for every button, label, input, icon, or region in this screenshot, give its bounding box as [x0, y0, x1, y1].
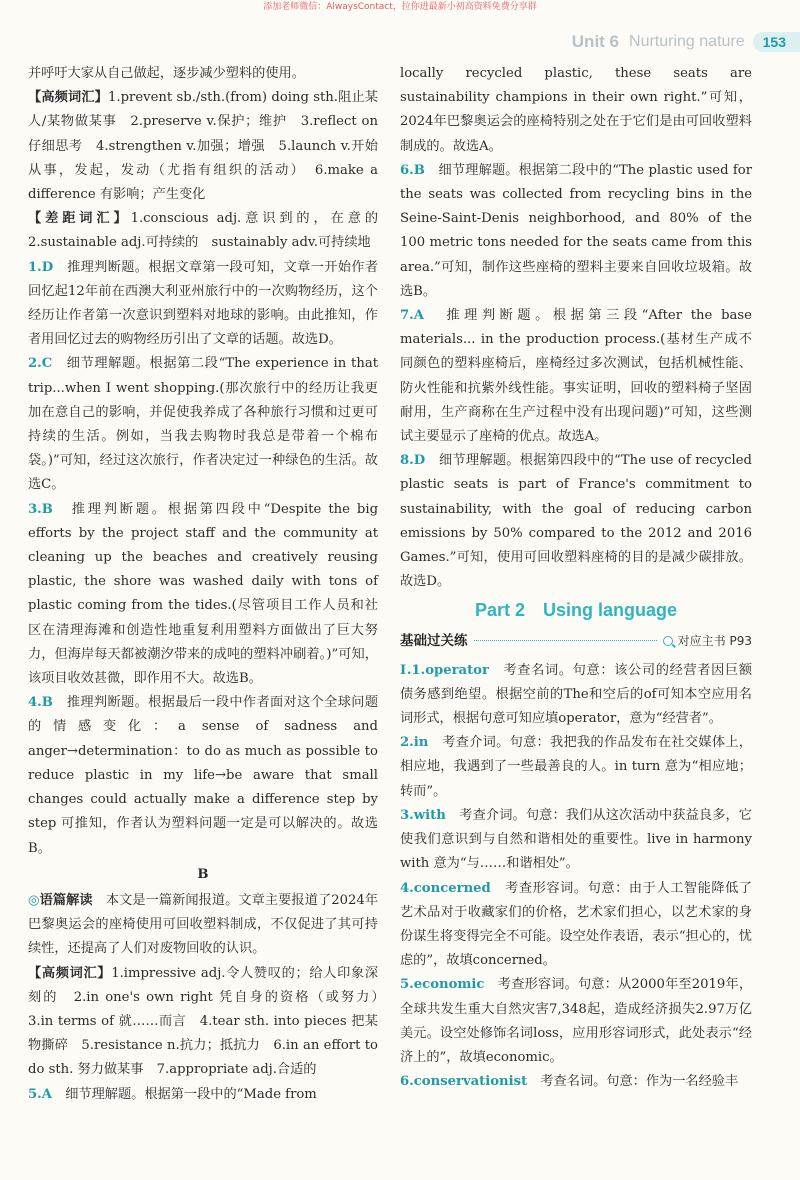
exercise-number: 5.: [400, 977, 414, 993]
search-icon: [663, 636, 673, 646]
section-icon: ◎: [28, 892, 40, 908]
explanation: 细节理解题。根据第二段“The experience in that trip...when I went shopping.(那次旅行中的经历让我更加在意自己的影响，并促使我养成了各种旅行习惯和过更可持续的生活。例如，当我去购物时我总是带着一个棉布袋。)”可知，经过这次旅行，作者决定过一种绿色的生活。故选C。: [28, 356, 379, 493]
exercise-answer: in: [413, 735, 429, 751]
answer-choice: A: [413, 308, 425, 324]
vocab-high-frequency-b: [28, 962, 392, 1083]
exercise-explanation: 考查名词。句意：作为一名经验丰: [540, 1074, 739, 1090]
vocab-text: 1.prevent sb./sth.(from) doing sth.阻止某人/某物做某事 2.preserve v.保护；维护 3.reflect on 仔细思考 4.strengthen v.加强；增强 5.launch v.开始从事，发起，发动（尤指有组织的活动） 6.make a difference 有影响；产生变化: [28, 90, 378, 203]
question-number: 1.: [28, 259, 42, 275]
answer-choice: C: [41, 356, 53, 372]
question-number: 6.: [400, 162, 414, 178]
answer-item: [28, 1083, 378, 1107]
right-column: [400, 62, 752, 1094]
exercise-number: 2.: [400, 735, 414, 751]
question-number: 2.: [28, 356, 42, 372]
explanation: 推理判断题。根据第四段中“Despite the big efforts by the project staff and the community at cleaning up the beaches and creatively reusing plastic, the shore was washed daily with tons of plastic coming from the tides.(尽管项目工作人员和社区在清理海滩和创造性地重复利用塑料方面做出了巨大努力，但海岸每天都被潮汐带来的成吨的塑料冲刷着。)”可知，该项目收效甚微，即作用不大。故选B。: [28, 501, 379, 687]
exercise-number: 4.: [400, 880, 414, 896]
exercise-answer: with: [413, 807, 446, 823]
exercise-item: [400, 659, 752, 732]
exercise-explanation: 考查介词。句意：我把我的作品发布在社交媒体上，相应地，我遇到了一些最善良的人。in turn 意为“相应地；转而”。: [400, 735, 752, 799]
exercise-item: [400, 804, 752, 877]
unit-label: Unit 6: [571, 32, 620, 51]
exercise-answer: concerned: [413, 880, 491, 896]
vocab-label: 【高频词汇】: [28, 90, 108, 106]
page-number: 153: [753, 32, 800, 52]
question-number: 7.: [400, 308, 414, 324]
explanation: 推理判断题。根据文章第一段可知，文章一开始作者回忆起12年前在西澳大利亚州旅行中的一次购物经历，这个经历让作者第一次意识到塑料对地球的影响。由此推知，作者用回忆过去的购物经历引出了文章的话题。故选D。: [28, 259, 379, 348]
answer-item: [400, 304, 752, 449]
exercise-explanation: 考查形容词。句意：从2000年至2019年，全球共发生重大自然灾害7,348起，造成经济损失2.97万亿美元。设空处修饰名词loss，应用形容词形式，此处表示“经济上的”，故填economic。: [400, 977, 753, 1065]
answer-choice: B: [413, 162, 425, 178]
explanation: 推理判断题。根据第三段“After the base materials... in the production process.(基材生产成不同颜色的塑料座椅后，座椅经过多次测试，包括机械性能、防火性能和抗紫外线性能。事实证明，回收的塑料椅子坚固耐用，生产商称在生产过程中没有出现问题)”可知，这些测试主要显示了座椅的优点。故选A。: [400, 308, 752, 445]
basic-practice-title: 基础过关练: [400, 632, 468, 649]
answer-choice: D: [413, 453, 426, 469]
answer-choice: A: [41, 1086, 53, 1102]
top-promo-note: 添加老师微信：AlwaysContact，拉你进最新小初高资料免费分享群: [263, 2, 537, 12]
answer-item: [28, 691, 378, 860]
answer-choice: D: [41, 259, 54, 275]
left-column: [28, 62, 392, 1107]
vocab-text: 1.impressive adj.令人赞叹的；给人印象深刻的 2.in one's own right 凭自身的资格（或努力） 3.in terms of 就……而言 4.tear sth. into pieces 把某物撕碎 5.resistance n.抗力；抵抗力 6.in an effort to do sth. 努力做某事 7.appropriate adj.合适的: [28, 965, 392, 1078]
exercise-number: 3.: [400, 807, 414, 823]
section-b-heading: B: [197, 866, 209, 882]
exercise-answer: economic: [413, 977, 485, 993]
exercise-answer: conservationist: [413, 1074, 528, 1090]
vocab-text: 1.conscious adj.意识到的，在意的 2.sustainable adj.可持续的 sustainably adv.可持续地: [28, 211, 392, 251]
answer-item: [400, 159, 752, 304]
answer-item: [400, 449, 752, 594]
exercise-number: 6.: [400, 1074, 414, 1090]
answer-item: [28, 498, 378, 692]
answer-item: [28, 352, 378, 497]
dotted-divider: [474, 640, 657, 641]
vocab-label: 【高频词汇】: [28, 965, 112, 981]
reading-analysis: [28, 889, 378, 962]
exercise-item: [400, 877, 752, 974]
exercise-answer: operator: [425, 662, 489, 678]
reference-text: 对应主书 P93: [677, 633, 752, 648]
exercise-explanation: 考查介词。句意：我们从这次活动中获益良多，它使我们意识到与自然和谐相处的重要性。live in harmony with 意为“与……和谐相处”。: [400, 807, 752, 872]
part2-heading: Part 2 Using language: [474, 600, 678, 621]
reading-label: 语篇解读: [39, 892, 93, 908]
question-number: 8.: [400, 453, 414, 469]
answer-choice: B: [41, 695, 53, 711]
question-number: 4.: [28, 695, 42, 711]
explanation: 细节理解题。根据第二段中的“The plastic used for the seats was collected from recycling bins in the Seine-Saint-Denis neighborhood, and 80% of the 100 metric tons needed for the seats came from this area.”可知，制作这些座椅的塑料主要来自回收垃圾箱。故选B。: [400, 162, 753, 299]
vocab-high-frequency-a: [28, 86, 378, 207]
exercise-explanation: 考查名词。句意：该公司的经营者因巨额债务感到绝望。根据空前的The和空后的of可知本空应用名词形式，根据句意可知应填operator，意为“经营者”。: [400, 662, 753, 727]
main-book-reference: [663, 629, 752, 653]
page-header: [572, 30, 800, 54]
exercise-item: [400, 973, 752, 1070]
explanation: 细节理解题。根据第一段中的“Made from: [65, 1086, 317, 1102]
vocab-label: 【差距词汇】: [28, 211, 131, 227]
explanation: 细节理解题。根据第四段中的“The use of recycled plastic seats is part of France's commitment to sustainability, with the goal of reducing carbon emissions by 50% compared to the 2012 and 2016 Games.”可知，使用可回收塑料座椅的目的是减少碳排放。故选D。: [400, 453, 752, 590]
paragraph-intro-end: 并呼吁大家从自己做起，逐步减少塑料的使用。: [28, 66, 305, 81]
vocab-gap-a: [28, 207, 392, 255]
question-number: 3.: [28, 501, 42, 517]
exercise-item: [400, 731, 752, 804]
exercise-number: Ⅰ.1.: [400, 662, 426, 678]
unit-title: Nurturing nature: [629, 33, 745, 50]
question-number: 5.: [28, 1086, 42, 1102]
exercise-item: [400, 1070, 752, 1094]
answer-item: [28, 256, 378, 353]
explanation: 推理判断题。根据最后一段中作者面对这个全球问题的情感变化：a sense of sadness and anger→determination：to do as much as possible to reduce plastic in my life→be aware that small changes could actually make a difference step by step 可推知，作者认为塑料问题一定是可以解决的。故选B。: [28, 695, 379, 856]
answer-continuation: locally recycled plastic, these seats are sustainability champions in their own right.”可知，2024年巴黎奥运会的座椅特别之处在于它们是由可回收塑料制成的。故选A。: [400, 66, 752, 154]
exercise-explanation: 考查形容词。句意：由于人工智能降低了艺术品对于收藏家们的价格，艺术家们担心，以艺术家的身份谋生将变得完全不可能。设空处作表语，表示“担心的，忧虑的”，故填concerned。: [400, 880, 752, 969]
answer-choice: B: [41, 501, 53, 517]
reading-text: 本文是一篇新闻报道。文章主要报道了2024年巴黎奥运会的座椅使用可回收塑料制成，不仅促进了其可持续性，还提高了人们对废物回收的认识。: [28, 892, 379, 957]
basic-practice-banner: [400, 629, 752, 653]
